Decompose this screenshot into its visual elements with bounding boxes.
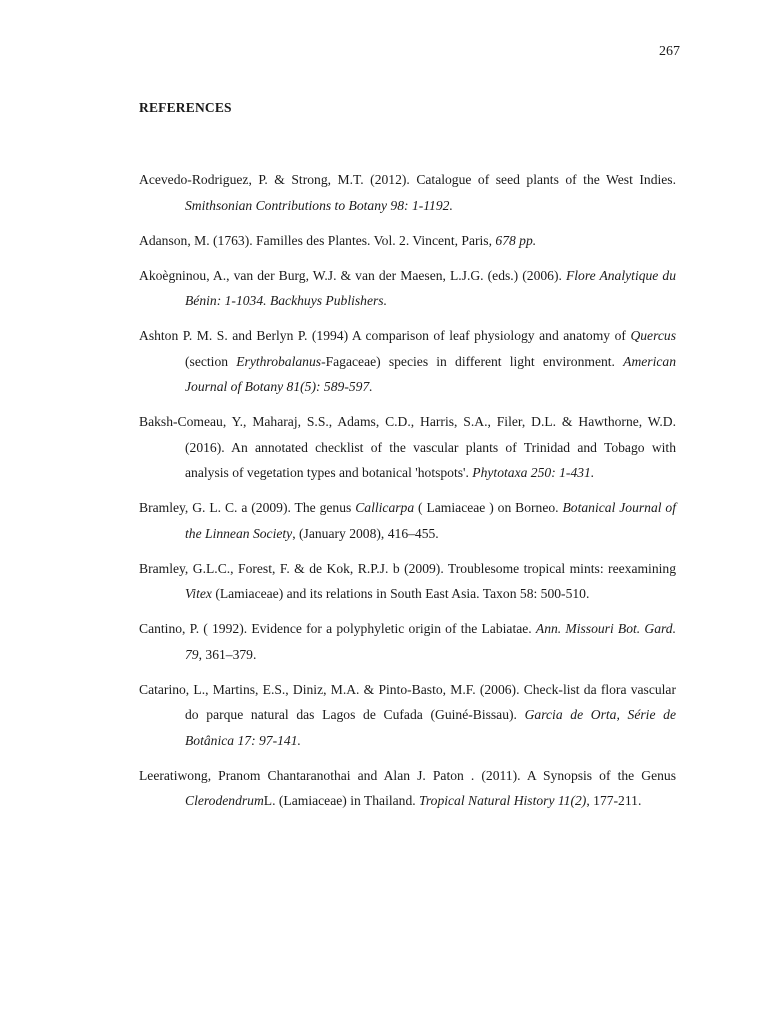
reference-text: Catarino, L., Martins, E.S., Diniz, M.A. & Pinto-Basto, M.F. (2006). Check-list da flora vascular do parque natural das Lagos de Cufada (Guiné-Bissau).: [139, 681, 676, 722]
reference-entry: [139, 263, 676, 314]
reference-entry: [139, 677, 676, 754]
reference-text: (section: [185, 353, 237, 369]
reference-entry: [139, 763, 676, 814]
reference-text: Cantino, P. ( 1992). Evidence for a polyphyletic origin of the Labiatae.: [139, 621, 536, 636]
reference-text: Akoègninou, A., van der Burg, W.J. & van der Maesen, L.J.G. (eds.) (2006).: [139, 267, 566, 283]
reference-text: (Lamiaceae) and its relations in South East Asia. Taxon 58: 500-510.: [211, 586, 590, 601]
reference-entry: [139, 495, 676, 546]
reference-italic-text: 678 pp.: [495, 232, 537, 248]
reference-text: Ashton P. M. S. and Berlyn P. (1994) A comparison of leaf physiology and anatomy of: [139, 328, 631, 343]
reference-italic-text: Phytotaxa 250: 1-431.: [472, 465, 595, 480]
reference-list: [139, 167, 676, 823]
reference-text: , (January 2008), 416–455.: [292, 525, 439, 541]
reference-italic-text: Callicarpa: [355, 500, 415, 515]
reference-text: , 177-211.: [586, 793, 642, 808]
reference-text: , 361–379.: [198, 646, 257, 662]
page-title: REFERENCES: [139, 100, 232, 115]
reference-italic-text: Ann. Missouri Bot. Gard. 79: [185, 621, 676, 662]
reference-text: L. (Lamiaceae) in Thailand.: [263, 793, 420, 808]
reference-entry: [139, 228, 676, 254]
reference-text: Bramley, G. L. C. a (2009). The genus: [139, 500, 356, 515]
reference-italic-text: Erythrobalanus: [236, 353, 322, 369]
reference-italic-text: Tropical Natural History 11(2): [419, 793, 587, 808]
reference-italic-text: Vitex: [185, 586, 212, 601]
reference-italic-text: Smithsonian Contributions to Botany 98: 1-1192.: [185, 197, 453, 213]
reference-italic-text: American Journal of Botany 81(5): 589-597.: [185, 353, 676, 394]
reference-entry: [139, 556, 676, 607]
reference-text: Leeratiwong, Pranom Chantaranothai and Alan J. Paton . (2011). A Synopsis of the Genus: [139, 767, 676, 783]
reference-entry: [139, 323, 676, 400]
reference-text: Acevedo-Rodriguez, P. & Strong, M.T. (2012). Catalogue of seed plants of the West Indies.: [139, 172, 676, 187]
reference-entry: [139, 409, 676, 486]
reference-entry: [139, 616, 676, 667]
reference-text: Baksh-Comeau, Y., Maharaj, S.S., Adams, C.D., Harris, S.A., Filer, D.L. & Hawthorne, W.D. (2016). An annotated checklist of the vascular plants of Trinidad and Tobago with analysis of vegetation types and botanical 'hotspots'.: [139, 414, 676, 480]
reference-text: ( Lamiaceae ) on Borneo.: [414, 500, 563, 515]
reference-text: Bramley, G.L.C., Forest, F. & de Kok, R.P.J. b (2009). Troublesome tropical mints: reexamining: [139, 560, 676, 576]
reference-italic-text: Botanical Journal of the Linnean Society: [185, 500, 677, 541]
reference-italic-text: Clerodendrum: [185, 793, 264, 808]
reference-entry: [139, 167, 676, 218]
reference-text: -Fagaceae) species in different light environment.: [321, 353, 624, 369]
page-number: 267: [659, 44, 680, 59]
reference-italic-text: Garcia de Orta, Série de Botânica 17: 97-141.: [185, 707, 676, 748]
reference-text: Adanson, M. (1763). Familles des Plantes. Vol. 2. Vincent, Paris,: [139, 232, 496, 248]
reference-italic-text: Quercus: [630, 328, 676, 343]
reference-italic-text: Flore Analytique du Bénin: 1-1034. Backhuys Publishers.: [185, 267, 676, 308]
